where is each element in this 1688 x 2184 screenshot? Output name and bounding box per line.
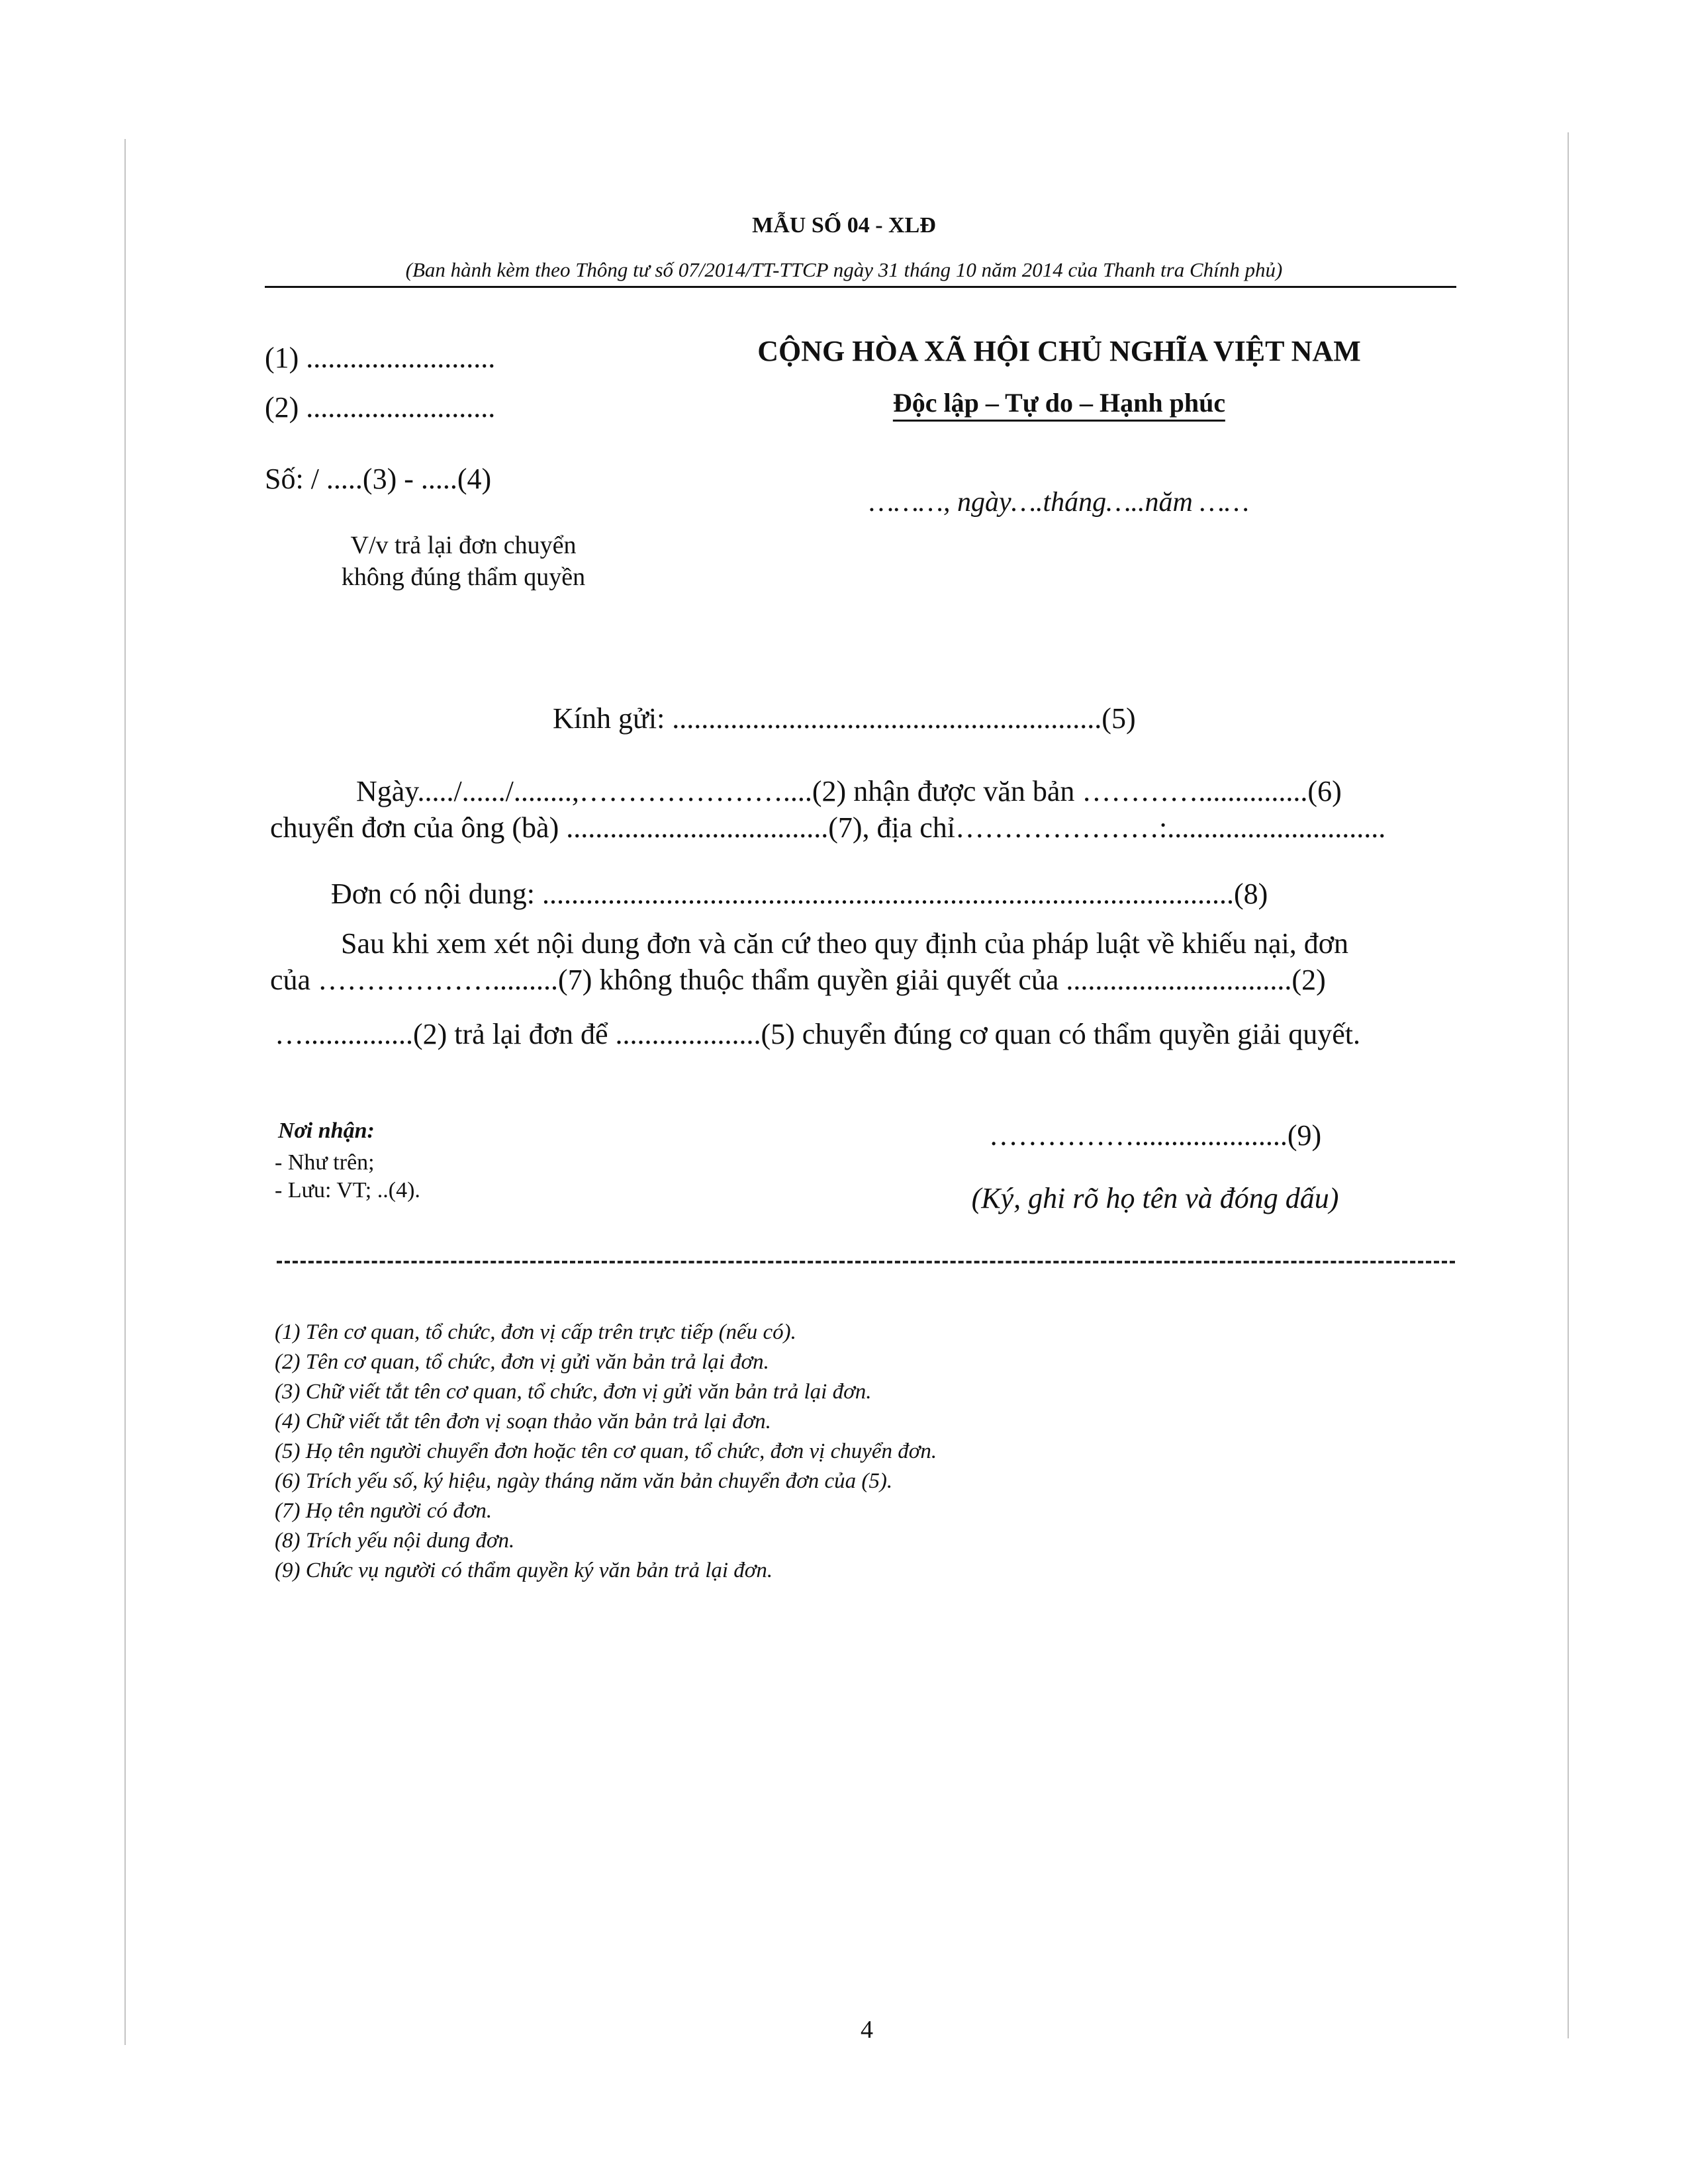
signature-note: (Ký, ghi rõ họ tên và đóng dấu) [971,1182,1339,1214]
footnote-item: (7) Họ tên người có đơn. [275,1499,492,1523]
para3-line1: Sau khi xem xét nội dung đơn và căn cứ theo quy định của pháp luật về khiếu nại, đơn [341,927,1349,960]
recipients-title: Nơi nhận: [278,1118,375,1143]
recipient-item: - Lưu: VT; ..(4). [275,1178,420,1203]
footnote-item: (1) Tên cơ quan, tổ chức, đơn vị cấp trên trực tiếp (nếu có). [275,1320,796,1344]
scan-edge-right [1568,132,1569,2038]
form-id: MẪU SỐ 04 - XLĐ [752,213,936,238]
scan-edge-left [124,139,126,2045]
footnote-item: (5) Họ tên người chuyển đơn hoặc tên cơ quan, tổ chức, đơn vị chuyển đơn. [275,1439,937,1463]
national-title: CỘNG HÒA XÃ HỘI CHỦ NGHĨA VIỆT NAM [757,335,1361,367]
header-rule [265,286,1456,288]
footnote-item: (3) Chữ viết tắt tên cơ quan, tổ chức, đơn vị gửi văn bản trả lại đơn. [275,1380,872,1404]
issued-by-note: (Ban hành kèm theo Thông tư số 07/2014/TT-TTCP ngày 31 tháng 10 năm 2014 của Thanh tra Chính phủ) [405,258,1283,281]
place-date: ………, ngày….tháng…..năm …… [868,487,1250,518]
footnote-item: (9) Chức vụ người có thẩm quyền ký văn bản trả lại đơn. [275,1559,773,1582]
para1-line1: Ngày...../....../........,…………………....(2) nhận được văn bản …………...............(6) [356,775,1342,807]
footnote-item: (6) Trích yếu số, ký hiệu, ngày tháng năm văn bản chuyển đơn của (5). [275,1469,893,1493]
footnote-item: (4) Chữ viết tắt tên đơn vị soạn thảo văn bản trả lại đơn. [275,1410,771,1433]
footnote-separator [277,1261,1455,1263]
subject-line-1: V/v trả lại đơn chuyển [350,531,577,559]
subject-line-2: không đúng thẩm quyền [341,563,586,591]
footnote-item: (2) Tên cơ quan, tổ chức, đơn vị gửi văn bản trả lại đơn. [275,1350,769,1374]
para3-line2: của ……………….........(7) không thuộc thẩm quyền giải quyết của ...............................(2) [270,964,1326,996]
document-number: Số: / .....(3) - .....(4) [265,463,492,495]
national-motto: Độc lập – Tự do – Hạnh phúc [893,387,1225,422]
addressee: Kính gửi: ...........................................................(5) [553,702,1136,735]
para1-line2: chuyển đơn của ông (bà) ....................................(7), địa chỉ…………………:.............................. [270,811,1386,844]
issuing-agency-line: (2) .......................... [265,391,496,424]
para3-line3: …...............(2) trả lại đơn để ....................(5) chuyển đúng cơ quan có thẩm quyền giải quyết. [275,1018,1360,1050]
footnote-item: (8) Trích yếu nội dung đơn. [275,1529,515,1553]
para2: Đơn có nội dung: ...............................................................................................(8) [331,878,1268,910]
subject [342,529,585,593]
recipient-item: - Như trên; [275,1150,375,1175]
page-number: 4 [861,2016,873,2044]
signer-title: …………….....................(9) [988,1119,1322,1152]
parent-agency-line: (1) .......................... [265,341,496,374]
